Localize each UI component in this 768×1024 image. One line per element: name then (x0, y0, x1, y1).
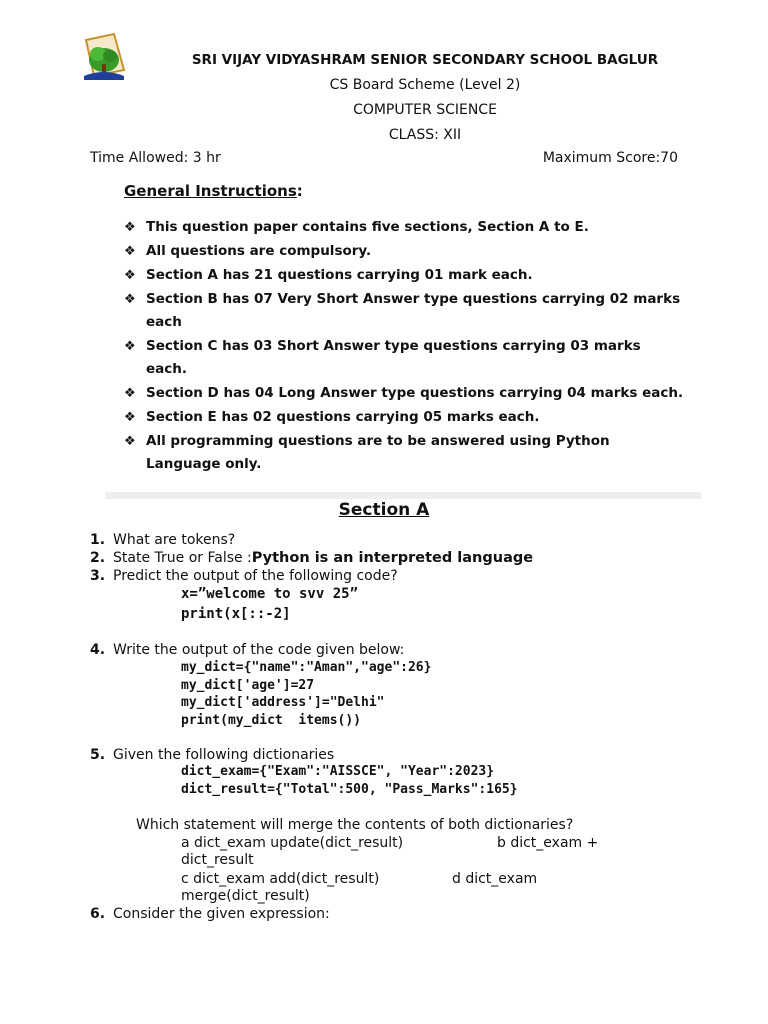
question-5: 5. Given the following dictionaries (90, 747, 335, 763)
instruction-item: ❖ Section D has 04 Long Answer type questions carrying 04 marks each. (124, 382, 684, 405)
option-c: c dict_exam add(dict_result) (181, 871, 380, 887)
diamond-bullet-icon: ❖ (124, 292, 136, 307)
instruction-item: ❖ Section C has 03 Short Answer type questions carrying 03 marks each. (124, 335, 684, 381)
board-scheme: CS Board Scheme (Level 2) (329, 77, 521, 93)
instruction-item: ❖ All questions are compulsory. (124, 240, 684, 263)
instruction-item: ❖ Section E has 02 questions carrying 05 marks each. (124, 406, 684, 429)
school-logo-icon (80, 30, 128, 82)
option-a: a dict_exam update(dict_result) (181, 835, 404, 851)
instruction-item: ❖ All programming questions are to be answered using Python Language only. (124, 430, 684, 476)
option-d: d dict_exam (452, 871, 538, 887)
diamond-bullet-icon: ❖ (124, 434, 136, 449)
time-allowed: Time Allowed: 3 hr (90, 150, 221, 166)
instruction-item: ❖ Section A has 21 questions carrying 01 mark each. (124, 264, 684, 287)
maximum-score: Maximum Score:70 (542, 150, 678, 166)
question-3: 3. Predict the output of the following code? (90, 568, 398, 584)
option-d-continued: merge(dict_result) (181, 888, 310, 904)
question-6: 6. Consider the given expression: (90, 906, 330, 922)
class-label: CLASS: XII (388, 127, 462, 143)
diamond-bullet-icon: ❖ (124, 244, 136, 259)
question-4: 4. Write the output of the code given below: (90, 642, 405, 658)
instructions-list (124, 216, 684, 477)
question-4-code: my_dict={"name":"Aman","age":26} my_dict['age']=27 my_dict['address']="Delhi" print(my_dict items()) (181, 660, 432, 728)
question-1: 1. What are tokens? (90, 532, 236, 548)
instructions-heading: General Instructions: (124, 182, 303, 200)
diamond-bullet-icon: ❖ (124, 386, 136, 401)
question-2: 2. State True or False :Python is an interpreted language (90, 550, 534, 566)
diamond-bullet-icon: ❖ (124, 220, 136, 235)
section-divider (105, 492, 701, 499)
diamond-bullet-icon: ❖ (124, 268, 136, 283)
subject-title: COMPUTER SCIENCE (353, 102, 497, 118)
question-5-code: dict_exam={"Exam":"AISSCE", "Year":2023} dict_result={"Total":500, "Pass_Marks":165} (181, 764, 518, 797)
school-name: SRI VIJAY VIDYASHRAM SENIOR SECONDARY SCHOOL BAGLUR (191, 52, 659, 68)
instruction-item: ❖ This question paper contains five sections, Section A to E. (124, 216, 684, 239)
question-3-code: x=”welcome to svv 25” print(x[::-2] (181, 586, 359, 622)
instruction-item: ❖ Section B has 07 Very Short Answer type questions carrying 02 marks each (124, 288, 684, 334)
section-a-title: Section A (338, 500, 430, 520)
diamond-bullet-icon: ❖ (124, 339, 136, 354)
diamond-bullet-icon: ❖ (124, 410, 136, 425)
option-b: b dict_exam + (497, 835, 599, 851)
option-b-continued: dict_result (181, 852, 254, 868)
question-5-prompt: Which statement will merge the contents of both dictionaries? (136, 817, 574, 833)
